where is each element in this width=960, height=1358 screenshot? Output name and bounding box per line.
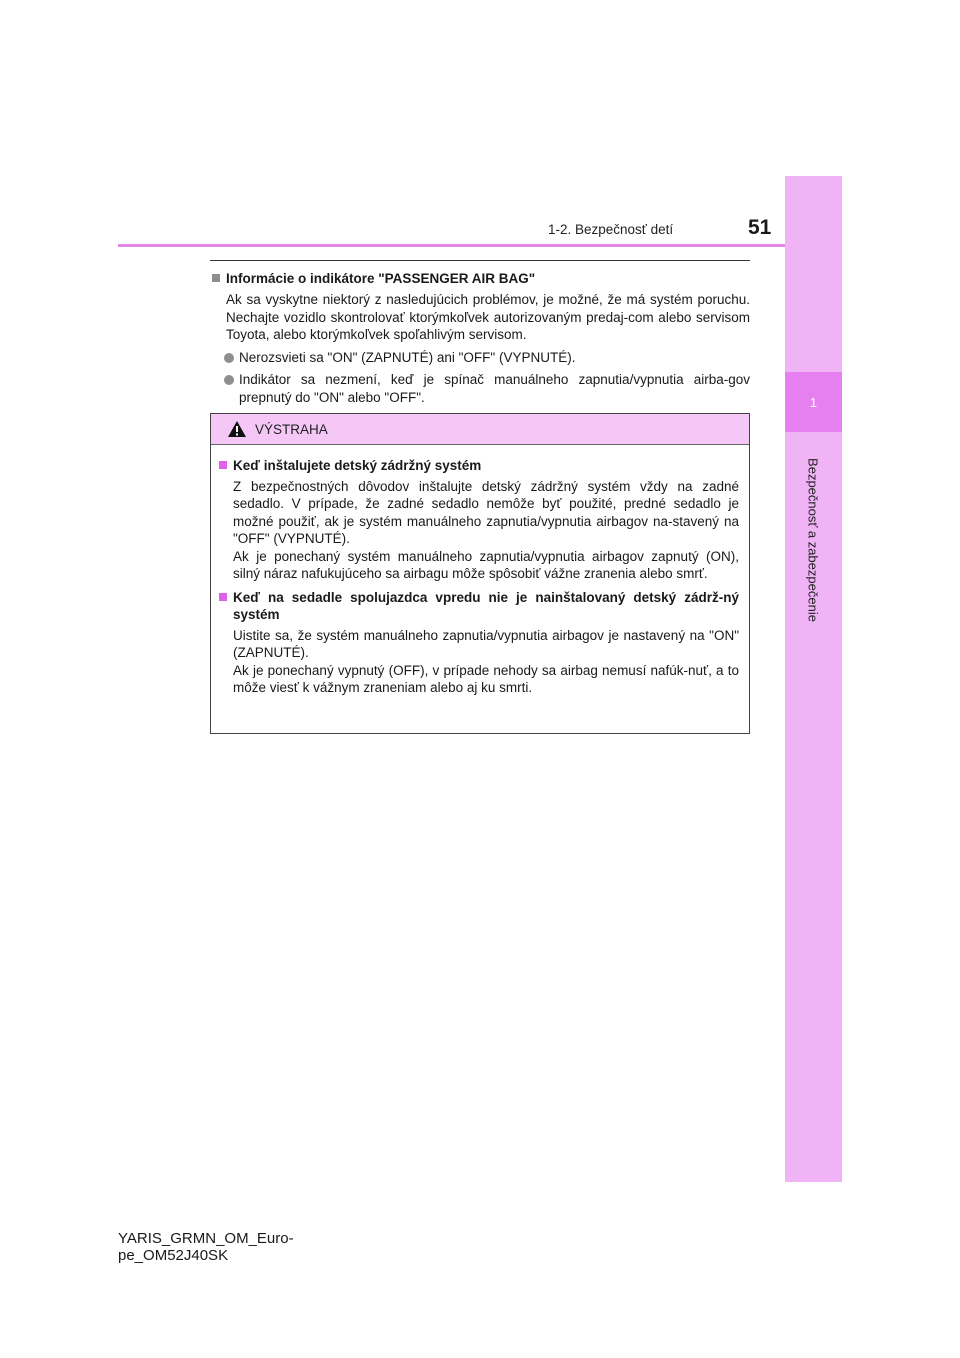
list-item-text: Indikátor sa nezmení, keď je spínač manuálneho zapnutia/vypnutia airba-gov prepnutý do "ON" alebo "OFF". bbox=[239, 372, 750, 405]
warning-item-heading bbox=[217, 589, 739, 624]
list-item-text: Nerozsvieti sa "ON" (ZAPNUTÉ) ani "OFF" (VYPNUTÉ). bbox=[239, 349, 576, 365]
warning-triangle-icon bbox=[227, 420, 247, 438]
section-title: 1-2. Bezpečnosť detí bbox=[548, 222, 674, 237]
section-rule bbox=[210, 260, 750, 261]
info-heading bbox=[210, 270, 750, 288]
list-item bbox=[224, 371, 750, 406]
square-bullet-icon bbox=[219, 593, 227, 601]
warning-paragraph: Uistite sa, že systém manuálneho zapnutia/vypnutia airbagov je nastavený na "ON" (ZAPNUTÉ). bbox=[233, 627, 739, 660]
warning-paragraph: Z bezpečnostných dôvodov inštalujte detský zádržný systém vždy na zadné sedadlo. V prípade, že zadné sedadlo nemôže byť použité, predné sedadlo je možné použiť, ak je systém manuálneho zapnutia/vypnutia airbagov na-stavený na "OFF" (VYPNUTÉ). bbox=[233, 478, 739, 546]
document-footer bbox=[118, 1230, 294, 1264]
square-bullet-icon bbox=[219, 461, 227, 469]
footer-line: pe_OM52J40SK bbox=[118, 1247, 229, 1264]
square-bullet-icon bbox=[212, 274, 220, 282]
warning-title: VÝSTRAHA bbox=[255, 421, 328, 437]
warning-item-heading bbox=[217, 457, 739, 475]
warning-item-text bbox=[233, 478, 739, 583]
info-section bbox=[210, 260, 750, 406]
page-number: 51 bbox=[748, 216, 772, 239]
list-item bbox=[224, 349, 750, 367]
warning-item-heading-text: Keď na sedadle spolujazdca vpredu nie je nainštalovaný detský zádrž-ný systém bbox=[233, 589, 739, 622]
warning-item-heading-text: Keď inštalujete detský zádržný systém bbox=[233, 458, 482, 473]
warning-box bbox=[210, 413, 750, 734]
info-heading-text: Informácie o indikátore "PASSENGER AIR BAG" bbox=[226, 271, 536, 286]
footer-line: YARIS_GRMN_OM_Euro- bbox=[118, 1230, 294, 1247]
chapter-title: Bezpečnosť a zabezpečenie bbox=[805, 458, 821, 622]
warning-header bbox=[211, 414, 749, 445]
chapter-side-tab bbox=[785, 176, 842, 1182]
circle-bullet-icon bbox=[224, 375, 234, 385]
warning-paragraph: Ak je ponechaný systém manuálneho zapnutia/vypnutia airbagov zapnutý (ON), silný náraz nafukujúceho sa airbagu môže spôsobiť vážne zranenia alebo smrť. bbox=[233, 548, 739, 581]
chapter-number: 1 bbox=[785, 372, 842, 432]
warning-paragraph: Ak je ponechaný vypnutý (OFF), v prípade nehody sa airbag nemusí nafúk-nuť, a to môže viesť k vážnym zraneniam alebo aj ku smrti. bbox=[233, 662, 739, 695]
info-paragraph: Ak sa vyskytne niektorý z nasledujúcich problémov, je možné, že má systém poruchu. Nechajte vozidlo skontrolovať ktorýmkoľvek autorizovaným predaj-com alebo servisom Toyota, alebo ktorýmkoľvek spoľahlivým servisom. bbox=[226, 292, 750, 342]
warning-body bbox=[211, 445, 749, 697]
warning-item-text bbox=[233, 627, 739, 697]
circle-bullet-icon bbox=[224, 353, 234, 363]
header-divider bbox=[118, 244, 785, 247]
